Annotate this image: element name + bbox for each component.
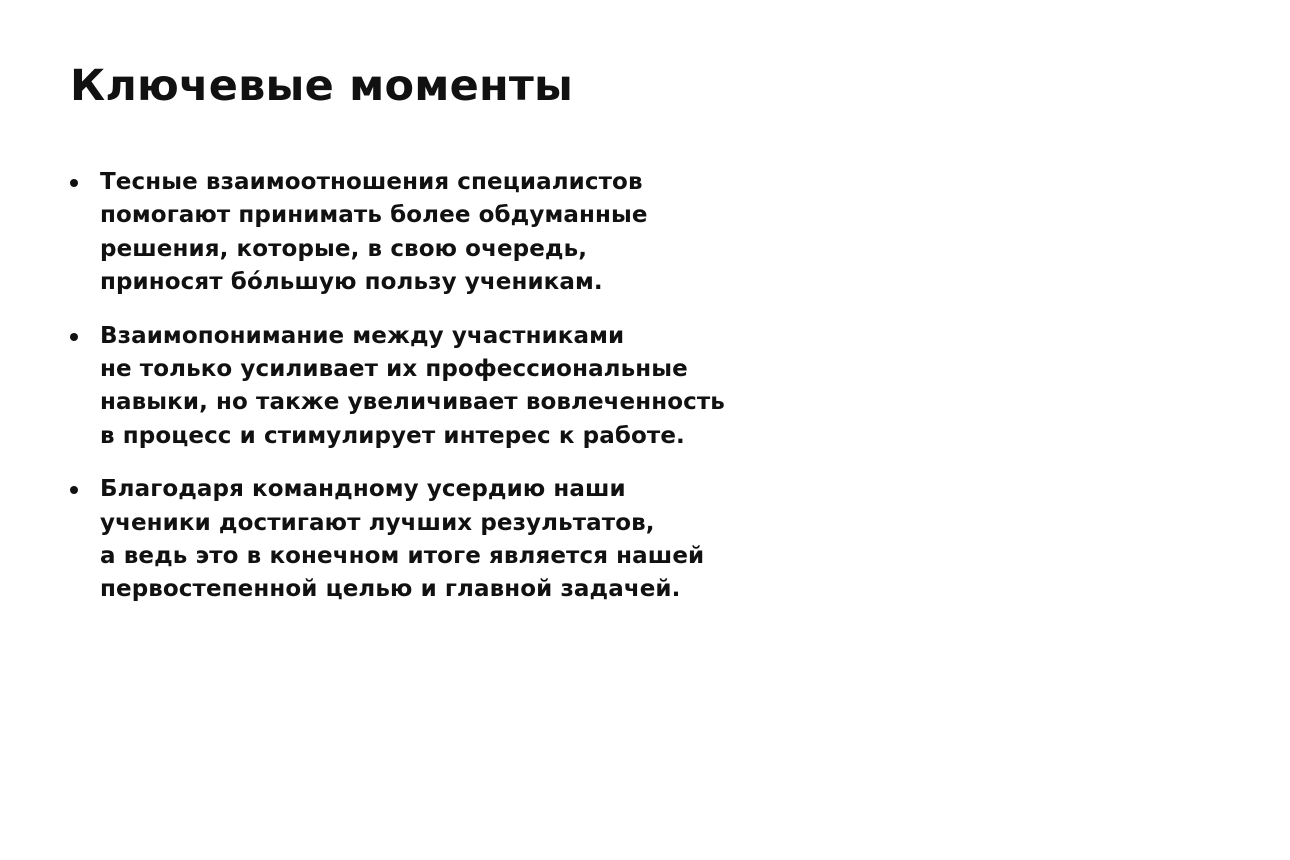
key-point-3 (70, 473, 830, 607)
key-point-1 (70, 166, 830, 300)
key-point-2 (70, 320, 830, 454)
bullet-icon (70, 179, 78, 187)
bullet-icon (70, 486, 78, 494)
key-point-2-line-2: не только усиливает их профессиональные (100, 356, 688, 383)
key-point-1-line-1: Тесные взаимоотношения специалистов (100, 169, 643, 195)
key-point-1-line-4: приносят бóльшую пользу ученикам. (100, 269, 603, 296)
bullet-icon (70, 333, 78, 341)
key-point-1-line-3: решения, которые, в свою очередь, (100, 235, 588, 262)
key-point-3-line-4: первостепенной целью и главной задачей. (100, 576, 681, 603)
key-point-1-line-2: помогают принимать более обдуманные (100, 202, 648, 229)
key-point-2-line-1: Взаимопонимание между участниками (100, 322, 625, 349)
key-points-list (70, 166, 830, 627)
key-point-3-line-3: а ведь это в конечном итоге является нашей (100, 543, 705, 570)
key-point-3-line-1: Благодаря командному усердию наши (100, 476, 626, 503)
slide-title: Ключевые моменты (70, 61, 574, 111)
key-point-3-line-2: ученики достигают лучших результатов, (100, 509, 655, 536)
key-point-2-line-4: в процесс и стимулирует интерес к работе. (100, 422, 685, 449)
key-point-2-line-3: навыки, но также увеличивает вовлеченность (100, 389, 725, 416)
